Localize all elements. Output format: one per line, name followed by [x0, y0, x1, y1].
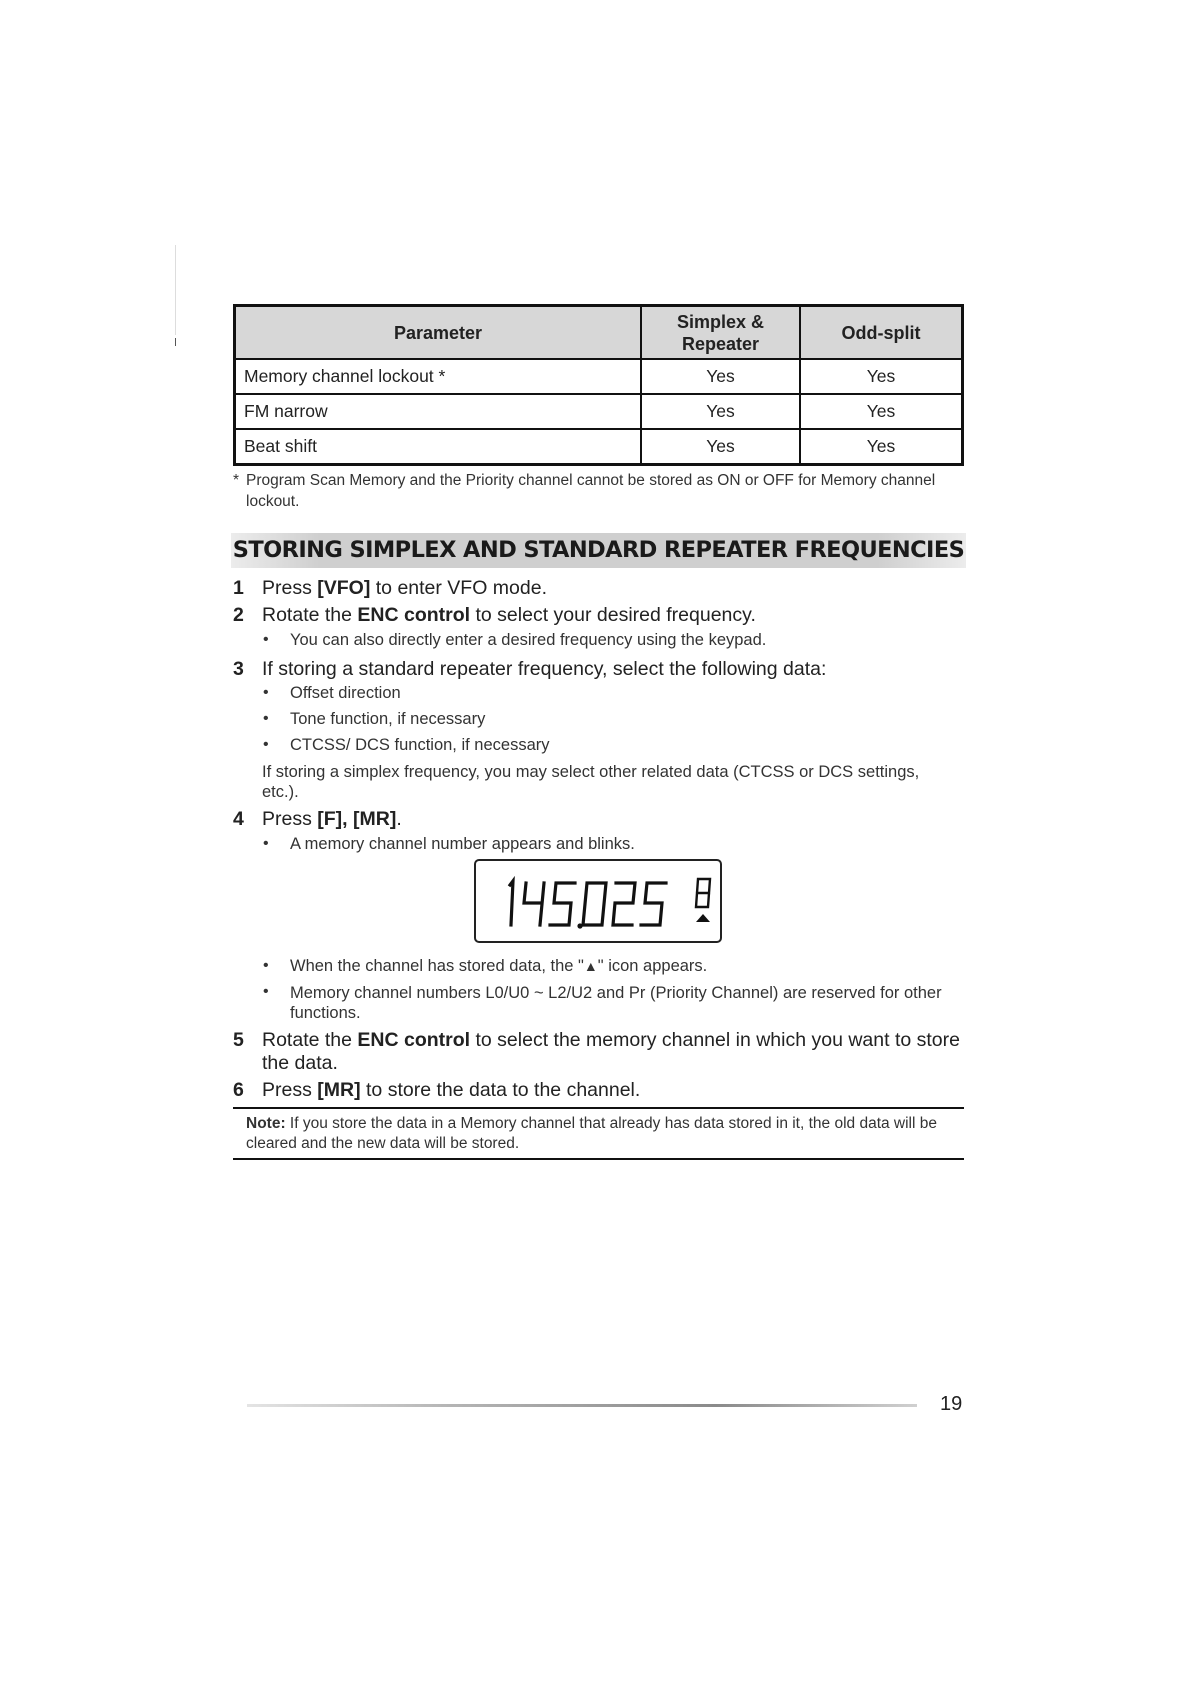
triangle-up-icon: ▲ [583, 958, 598, 974]
step-number: 5 [233, 1029, 244, 1051]
step-number: 1 [233, 577, 244, 599]
step-6-text: Press [MR] to store the data to the channel. [262, 1079, 641, 1101]
margin-tick [175, 338, 176, 346]
key-enc-control: ENC control [357, 1029, 471, 1051]
cell-parameter: Memory channel lockout * [235, 359, 642, 394]
list-item: You can also directly enter a desired frequency using the keypad. [290, 631, 767, 649]
note-text: If you store the data in a Memory channel that already has data stored in it, the old data will be cleared and the new data will be stored. [246, 1115, 937, 1152]
step-5-text: Rotate the ENC control to select the memory channel in which you want to store the data. [262, 1029, 960, 1074]
simplex-note: If storing a simplex frequency, you may select other related data (CTCSS or DCS settings, etc.). [262, 763, 920, 801]
step-3-text: If storing a standard repeater frequency, select the following data: [262, 658, 827, 680]
table-row [235, 429, 963, 465]
bullet: • [263, 983, 269, 1000]
list-item: Memory channel numbers L0/U0 ~ L2/U2 and Pr (Priority Channel) are reserved for other functions. [290, 984, 942, 1022]
header-simplex-repeater: Simplex & Repeater [641, 306, 800, 360]
cell-parameter: Beat shift [235, 429, 642, 465]
step-number: 3 [233, 658, 244, 680]
footer-rule [247, 1404, 917, 1407]
cell-simplex-repeater: Yes [641, 394, 800, 429]
list-item: Tone function, if necessary [290, 710, 486, 728]
list-item: CTCSS/ DCS function, if necessary [290, 736, 550, 754]
cell-odd-split: Yes [800, 359, 963, 394]
step-1-text: Press [VFO] to enter VFO mode. [262, 577, 548, 599]
bullet: • [263, 684, 269, 701]
key-vfo: [VFO] [317, 577, 371, 599]
bullet: • [263, 835, 269, 852]
table-row [235, 394, 963, 429]
parameter-table [233, 304, 964, 466]
bullet: • [263, 631, 269, 648]
key-enc-control: ENC control [357, 604, 471, 626]
list-item: A memory channel number appears and blinks. [290, 835, 635, 853]
note-label: Note: [246, 1115, 286, 1132]
list-item: When the channel has stored data, the "▲" icon appears. [290, 957, 708, 975]
page-number: 19 [940, 1393, 963, 1415]
note-bottom-rule [233, 1158, 964, 1160]
list-item: Offset direction [290, 684, 401, 702]
cell-simplex-repeater: Yes [641, 359, 800, 394]
cell-simplex-repeater: Yes [641, 429, 800, 465]
bullet: • [263, 710, 269, 727]
table-row [235, 359, 963, 394]
margin-rule [175, 245, 176, 335]
step-4-text: Press [F], [MR]. [262, 808, 402, 830]
step-number: 2 [233, 604, 244, 626]
cell-odd-split: Yes [800, 429, 963, 465]
lcd-display [474, 859, 722, 943]
lcd-segments [476, 861, 720, 941]
bullet: • [263, 736, 269, 753]
section-title: STORING SIMPLEX AND STANDARD REPEATER FREQUENCIES [232, 537, 965, 563]
table-footnote [233, 470, 953, 512]
header-parameter: Parameter [235, 306, 642, 360]
step-number: 4 [233, 808, 244, 830]
note-box [246, 1114, 956, 1154]
key-f-mr: [F], [MR] [317, 808, 397, 830]
key-mr: [MR] [317, 1079, 361, 1101]
step-number: 6 [233, 1079, 244, 1101]
header-odd-split: Odd-split [800, 306, 963, 360]
footnote-marker: * [233, 472, 240, 489]
triangle-up-icon [696, 914, 710, 922]
cell-odd-split: Yes [800, 394, 963, 429]
table-header-row [235, 306, 963, 360]
footnote-text: Program Scan Memory and the Priority channel cannot be stored as ON or OFF for Memory channel lockout. [246, 472, 936, 510]
note-top-rule [233, 1107, 964, 1109]
cell-parameter: FM narrow [235, 394, 642, 429]
bullet: • [263, 957, 269, 974]
step-2-text: Rotate the ENC control to select your desired frequency. [262, 604, 756, 626]
